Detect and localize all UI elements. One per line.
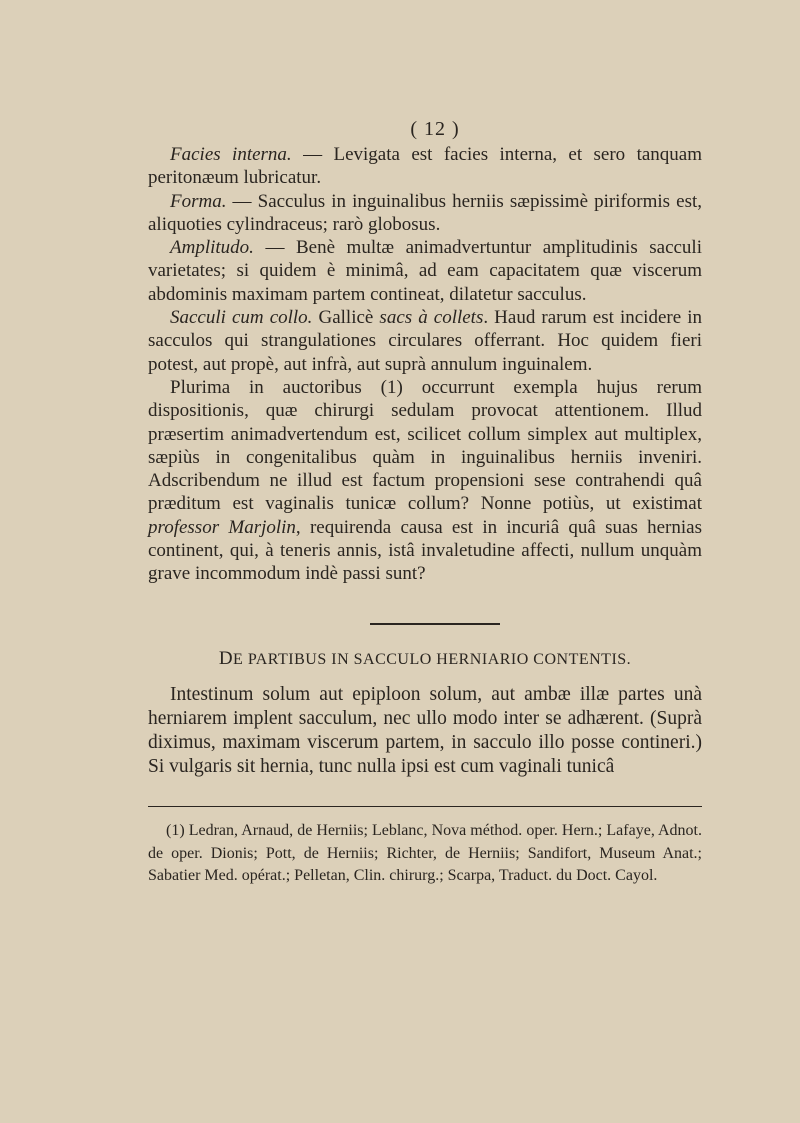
- paragraph-text: — Benè multæ animadvertuntur amplitudinis sacculi varietates; si quidem è minimâ, ad eam capacitatem quæ viscerum abdominis maximam partem contineat, dilatetur sacculus.: [148, 237, 702, 305]
- paragraph-text: Gallicè: [312, 307, 380, 329]
- paragraph-text: — Sacculus in inguinalibus herniis sæpissimè piriformis est, aliquoties cylindraceus; rarò globosus.: [148, 190, 702, 235]
- lead-term: Forma.: [170, 190, 227, 212]
- paragraph-sacculi: [148, 306, 702, 376]
- lead-term: Sacculi cum collo.: [170, 307, 313, 329]
- lead-term: Facies interna.: [170, 144, 292, 165]
- section-divider: [370, 623, 500, 625]
- paragraph-intestinum: Intestinum solum aut epiploon solum, aut ambæ illæ partes unà herniarem implent sacculum, nec ullo modo inter se adhærent. (Suprà diximus, maximam viscerum partem, in sacculo illo posse contineri.) Si vulgaris sit hernia, tunc nulla ipsi est cum vaginali tunicâ: [148, 684, 702, 777]
- paragraph-text: Plurima in auctoribus (1) occurrunt exempla hujus rerum dispositionis, quæ chirurgi sedulam provocat attentionem. Illud præsertim animadvertendum est, scilicet collum simplex aut multiplex, sæpiùs in congenitalibus quàm in inguinalibus herniis inveniri. Adscribendum ne illud est factum propensioni sese contrahendi quâ præditum est vaginalis tunicæ collum? Nonne potiùs, ut existimat: [148, 376, 702, 515]
- paragraph-facies: [148, 143, 702, 190]
- lead-term: Amplitudo.: [170, 237, 254, 259]
- paragraph-amplitudo: [148, 236, 702, 306]
- paragraph-text: — Levigata est facies interna, et sero tanquam peritonæum lubricatur.: [148, 144, 702, 189]
- cited-author: professor Marjolin: [148, 516, 296, 538]
- section-heading: [148, 648, 702, 670]
- paragraph-forma: [148, 190, 702, 237]
- paragraph-text: , requirenda causa est in incuriâ quâ suas hernias continent, qui, à teneris annis, istâ invaletudine affecti, nullum unquàm grave incommodum indè passi sunt?: [148, 516, 702, 585]
- paragraph-plurima: [148, 376, 702, 586]
- main-text: [148, 143, 702, 586]
- french-term: sacs à collets: [379, 307, 484, 329]
- page-number: ( 12 ): [410, 118, 460, 140]
- footnote-rule: [148, 806, 702, 807]
- section-text: [148, 683, 702, 779]
- heading-rest: E PARTIBUS IN SACCULO HERNIARIO CONTENTIS.: [233, 651, 632, 668]
- footnote-text: (1) Ledran, Arnaud, de Herniis; Leblanc, Nova méthod. oper. Hern.; Lafaye, Adnot. de oper. Dionis; Pott, de Herniis; Richter, de Herniis; Sandifort, Museum Anat.; Sabatier Med. opérat.; Pelletan, Clin. chirurg.; Scarpa, Traduct. du Doct. Cayol.: [148, 822, 702, 884]
- heading-initial: D: [218, 648, 234, 669]
- paragraph-text: . Haud rarum est incidere in sacculos qui strangulationes circulares offerrant. Hoc quidem fieri potest, aut propè, aut infrà, aut suprà annulum inguinalem.: [148, 307, 702, 375]
- footnote: [148, 820, 702, 888]
